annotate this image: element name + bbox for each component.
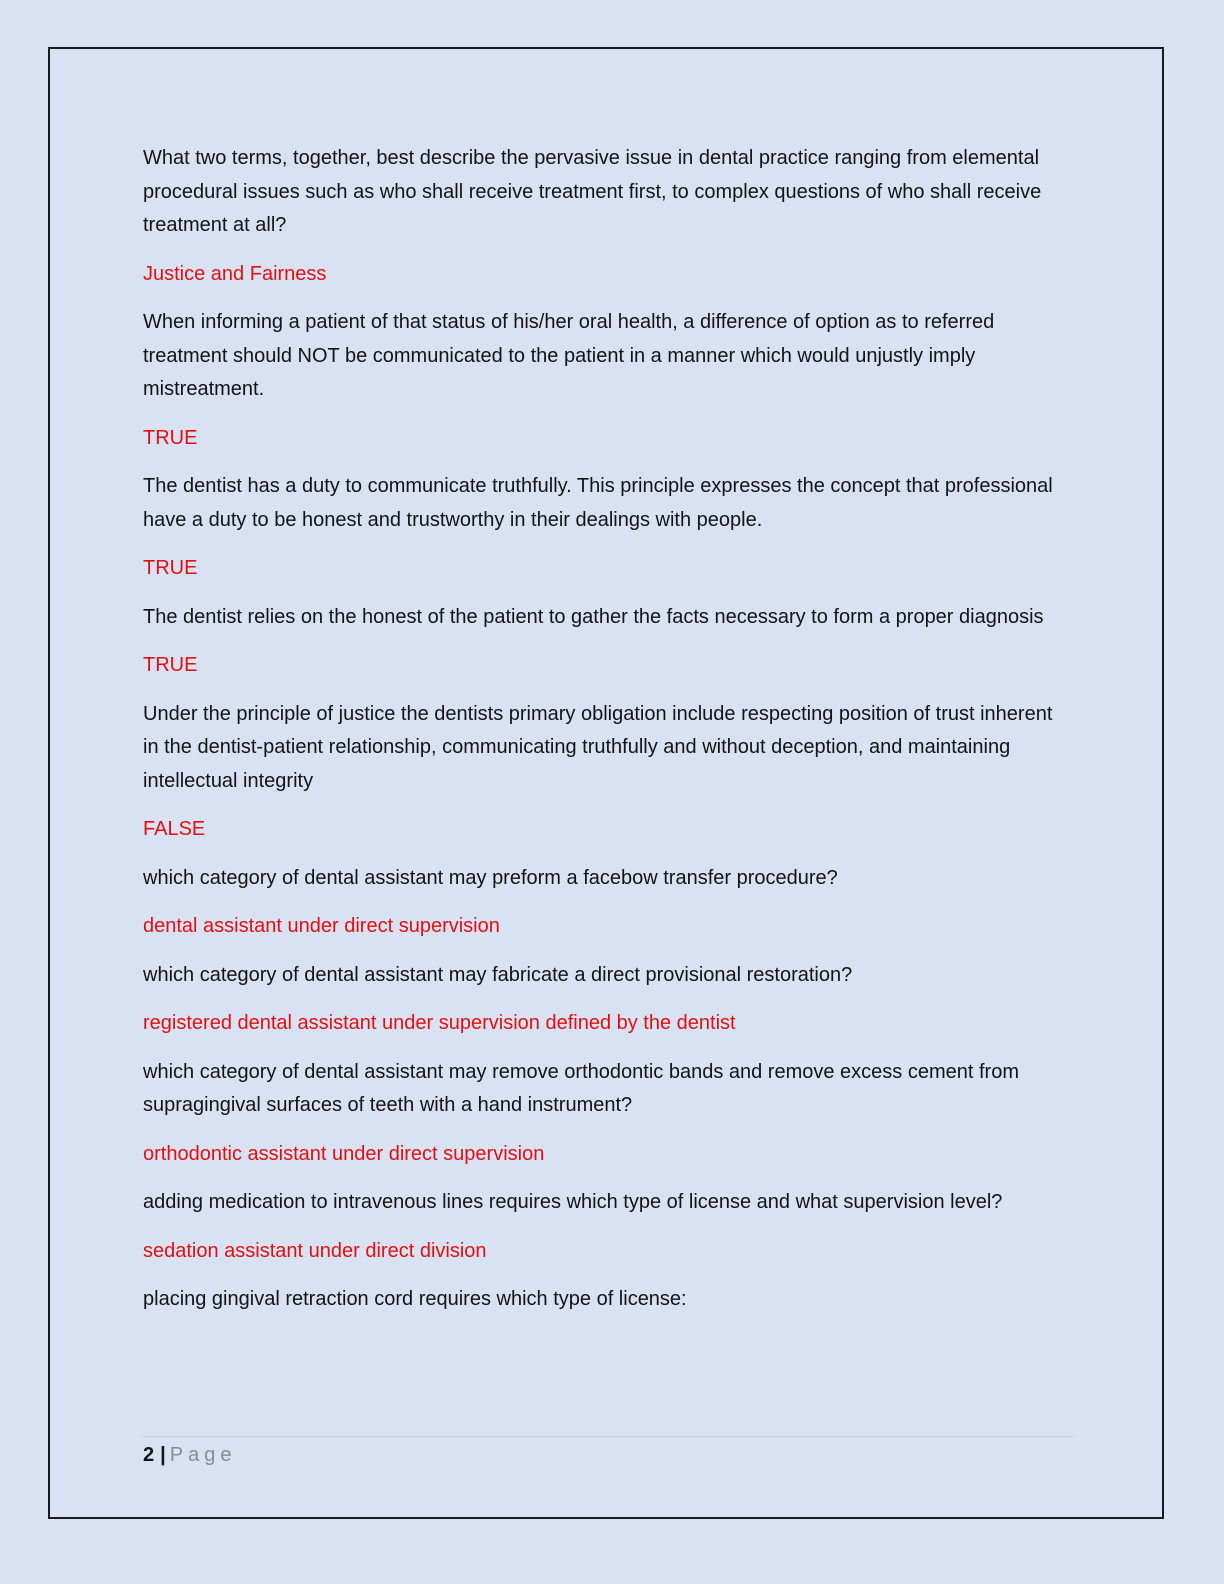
footer-separator: | bbox=[160, 1444, 166, 1466]
answer-text: FALSE bbox=[143, 818, 206, 840]
page-footer bbox=[143, 1436, 1073, 1470]
page-number: 2 bbox=[143, 1444, 155, 1466]
question-text: What two terms, together, best describe the pervasive issue in dental practice ranging from elemental procedural issues such as who shall receive treatment first, to complex questions of who shall receive treatment at all? bbox=[143, 147, 1042, 236]
answer-text: sedation assistant under direct division bbox=[143, 1239, 487, 1262]
question-text: which category of dental assistant may fabricate a direct provisional restoration? bbox=[143, 963, 853, 986]
question-text: placing gingival retraction cord requires which type of license: bbox=[143, 1288, 687, 1310]
document-body bbox=[143, 142, 1073, 1332]
question-text: which category of dental assistant may preform a facebow transfer procedure? bbox=[143, 866, 838, 889]
answer-text: orthodontic assistant under direct supervision bbox=[143, 1142, 545, 1165]
question-text: adding medication to intravenous lines requires which type of license and what supervision level? bbox=[143, 1191, 1003, 1213]
answer-text: TRUE bbox=[143, 557, 198, 579]
page-label: Page bbox=[169, 1444, 237, 1466]
question-text: The dentist relies on the honest of the patient to gather the facts necessary to form a proper diagnosis bbox=[143, 605, 1044, 628]
question-text: which category of dental assistant may remove orthodontic bands and remove excess cement from supragingival surfaces of teeth with a hand instrument? bbox=[143, 1060, 1019, 1116]
answer-text: registered dental assistant under supervision defined by the dentist bbox=[143, 1012, 736, 1034]
answer-text: TRUE bbox=[143, 426, 198, 449]
question-text: When informing a patient of that status of his/her oral health, a difference of option as to referred treatment should NOT be communicated to the patient in a manner which would unjustly imply mistreatment. bbox=[143, 311, 995, 400]
question-text: The dentist has a duty to communicate truthfully. This principle expresses the concept that professional have a duty to be honest and trustworthy in their dealings with people. bbox=[143, 475, 1053, 531]
answer-text: Justice and Fairness bbox=[143, 262, 327, 285]
page-number-line bbox=[143, 1440, 1073, 1470]
answer-text: dental assistant under direct supervision bbox=[143, 915, 500, 937]
question-text: Under the principle of justice the dentists primary obligation include respecting position of trust inherent in the dentist-patient relationship, communicating truthfully and without deception, and maintaining intellectual integrity bbox=[143, 702, 1053, 792]
answer-text: TRUE bbox=[143, 654, 198, 676]
